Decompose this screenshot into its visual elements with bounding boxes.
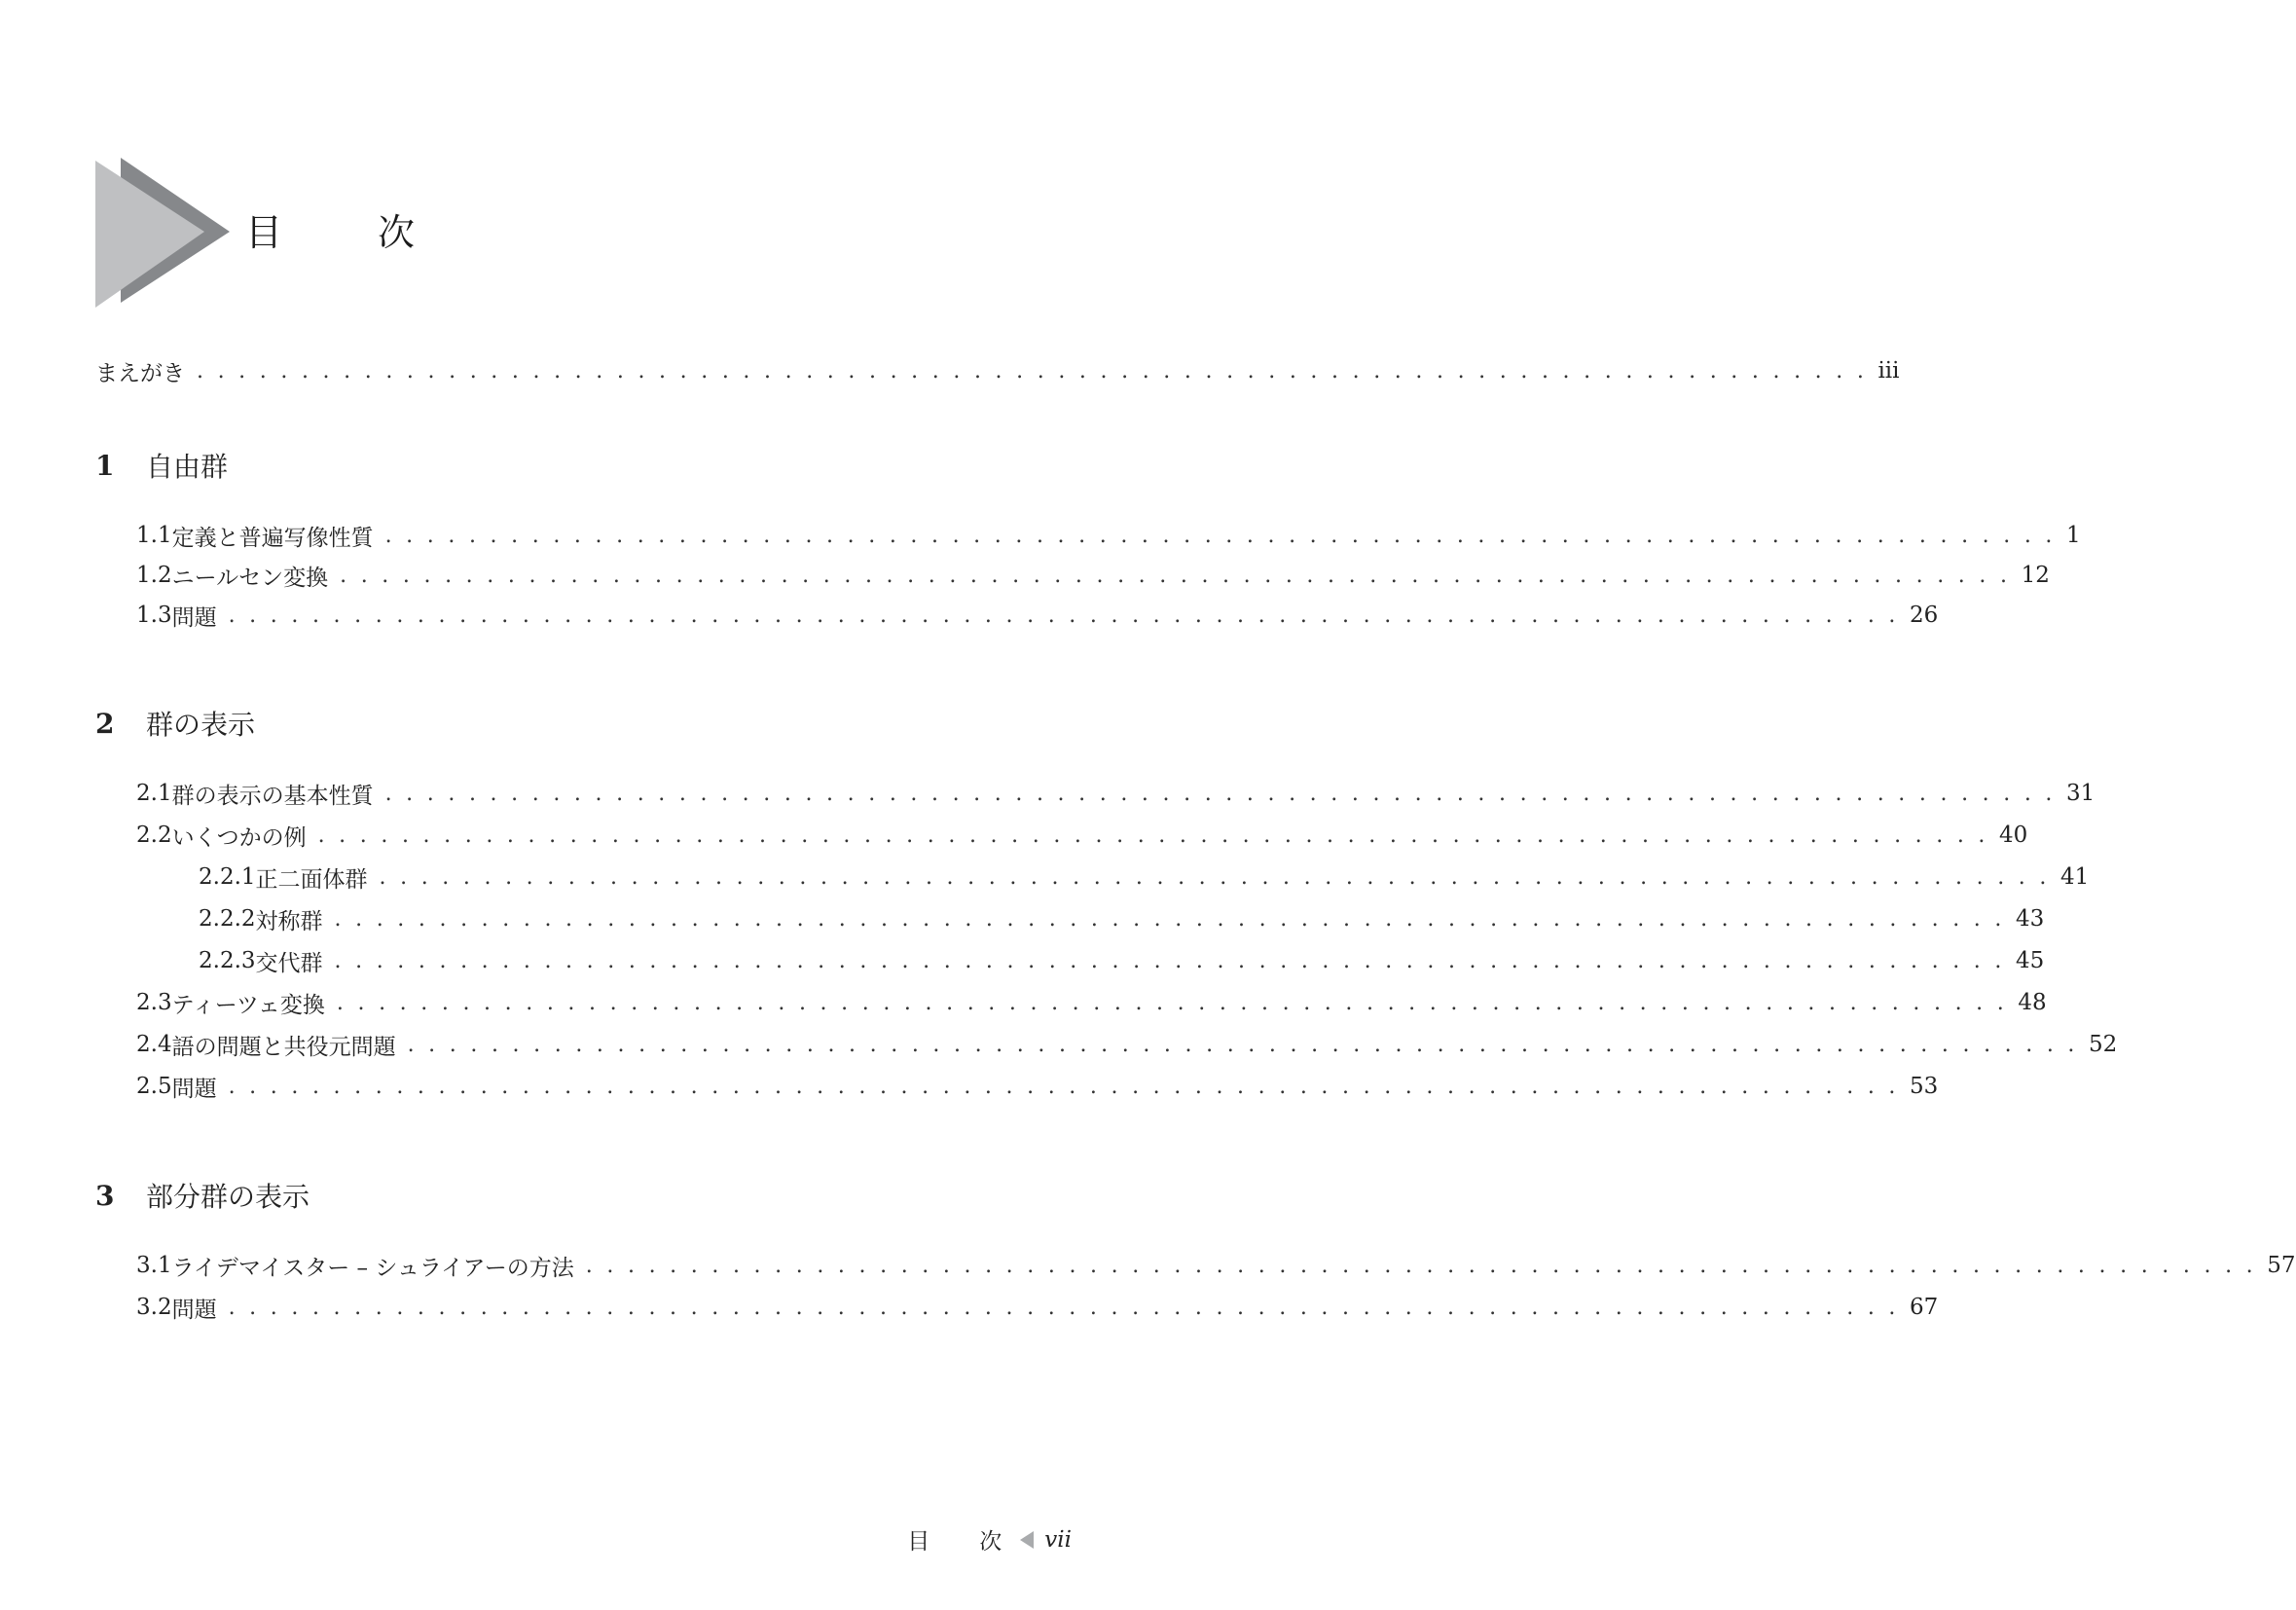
footer-label: 目 次 [907,1529,1016,1555]
page-footer [907,1523,1072,1555]
toc-entry-page: 53 [1910,1074,1939,1099]
toc-entry-number: 2.2.3 [199,948,256,973]
toc-entry-section[interactable] [136,1246,2296,1285]
chapter-heading[interactable] [95,1174,310,1217]
toc-entry-page: 52 [2089,1032,2118,1057]
toc-entry-number: 2.2.1 [199,864,256,890]
chapter-number: 3 [95,1179,115,1212]
toc-entry-number: 2.3 [136,990,172,1015]
leader-dots: ................................................................................ [407,1032,2090,1057]
toc-entry-number: 2.2 [136,823,172,848]
toc-entry-title: ティーツェ変換 [171,992,325,1018]
leader-dots: ................................................................................ [228,1295,1911,1320]
toc-entry-title: 定義と普遍写像性質 [171,525,374,551]
toc-entry-title: 語の問題と共役元問題 [171,1034,396,1060]
toc-entry-section[interactable] [136,983,2047,1022]
toc-entry-page: 26 [1910,603,1939,628]
toc-entry-number: 1.3 [136,603,172,628]
leader-dots: ................................................................................ [334,906,2016,932]
toc-entry-title: いくつかの例 [171,824,307,851]
leader-dots: ................................................................................ [317,823,2000,848]
toc-entry-section[interactable] [136,1288,1939,1327]
toc-entry-page: 57 [2267,1253,2296,1278]
toc-entry-section[interactable] [136,596,1939,635]
toc-entry-title: 問題 [171,604,217,631]
leader-dots: ................................................................................ [340,563,2022,588]
toc-entry-title: 対称群 [255,908,323,934]
toc-entry-number: 1.1 [136,523,172,548]
toc-entry-subsection[interactable] [199,941,2045,980]
leader-dots: ................................................................................ [384,781,2067,806]
leader-dots: ................................................................................ [585,1253,2268,1278]
chapter-title: 自由群 [146,451,229,483]
toc-entry-number: 2.5 [136,1074,172,1099]
leader-dots: ................................................................................ [228,603,1911,628]
toc-entry-title: 問題 [171,1297,217,1323]
toc-entry-title: 正二面体群 [255,866,368,893]
toc-entry-page: 43 [2015,906,2045,932]
chapter-number: 2 [95,707,115,740]
toc-entry-page: 41 [2059,864,2090,890]
left-triangle-icon [1019,1530,1035,1550]
toc-entry-title: まえがき [95,360,185,386]
toc-entry-number: 3.2 [136,1295,172,1320]
toc-entry-number: 2.4 [136,1032,172,1057]
leader-dots: ................................................................................ [228,1074,1911,1099]
toc-entry-preface[interactable] [95,351,1900,390]
toc-entry-page: 12 [2021,563,2050,588]
toc-entry-section[interactable] [136,516,2081,555]
toc-entry-page: 31 [2066,781,2096,806]
chapter-title: 部分群の表示 [146,1181,310,1213]
toc-entry-page: 1 [2066,523,2081,548]
leader-dots: ................................................................................ [334,948,2016,973]
leader-dots: ................................................................................ [197,358,1878,384]
footer-page-number: vii [1044,1526,1072,1553]
leader-dots: ................................................................................ [384,523,2067,548]
leader-dots: ................................................................................ [379,864,2060,890]
toc-entry-page: 45 [2015,948,2045,973]
toc-entry-page: iii [1877,358,1900,384]
toc-entry-section[interactable] [136,556,2050,595]
toc-entry-section[interactable] [136,1025,2118,1064]
toc-entry-subsection[interactable] [199,858,2090,896]
toc-entry-title: 問題 [171,1076,217,1102]
toc-entry-section[interactable] [136,1067,1939,1106]
toc-entry-page: 40 [1999,823,2028,848]
toc-entry-section[interactable] [136,816,2028,855]
page-title: 目 次 [245,211,445,254]
chapter-heading[interactable] [95,702,255,745]
chapter-number: 1 [95,449,115,482]
chapter-title: 群の表示 [146,709,256,741]
toc-entry-title: ライデマイスター – シュライアーの方法 [171,1255,574,1281]
toc-entry-page: 67 [1910,1295,1939,1320]
toc-entry-subsection[interactable] [199,899,2045,938]
toc-entry-number: 1.2 [136,563,172,588]
leader-dots: ................................................................................ [336,990,2019,1015]
toc-entry-title: 群の表示の基本性質 [171,783,374,809]
toc-entry-number: 2.1 [136,781,172,806]
toc-entry-section[interactable] [136,774,2096,813]
chapter-heading[interactable] [95,444,228,487]
toc-entry-number: 2.2.2 [199,906,256,932]
toc-entry-page: 48 [2018,990,2047,1015]
chapter-header-triangles-icon [95,158,241,313]
toc-entry-number: 3.1 [136,1253,172,1278]
toc-entry-title: 交代群 [255,950,323,976]
toc-entry-title: ニールセン変換 [171,565,329,591]
